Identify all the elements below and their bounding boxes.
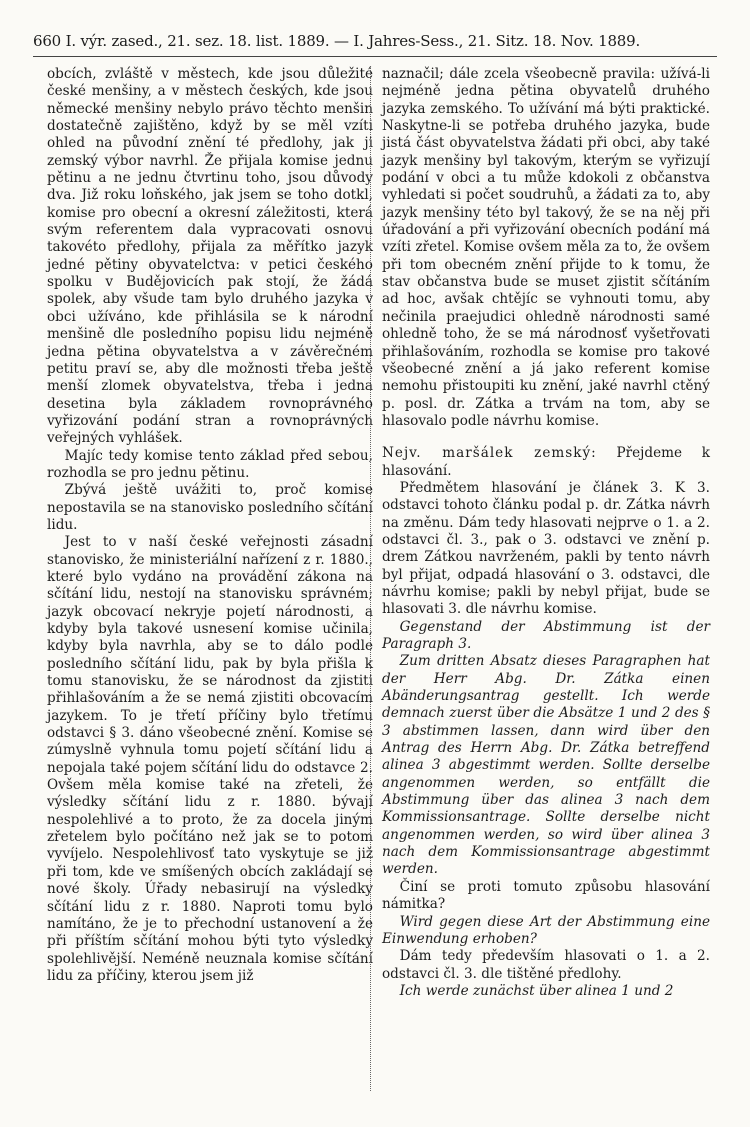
german-paragraph: Zum dritten Absatz dieses Paragraphen hat der Herr Abg. Dr. Zátka einen Abänderungsantrag gestellt. Ich werde demnach zuerst über die Absätze 1 und 2 des § 3 abstimmen lassen, dann wird über den Antrag des Herrn Abg. Dr. Zátka betreffend alinea 3 abgestimmt werden. Sollte derselbe angenommen werden, so entfällt die Abstimmung über das alinea 3 nach dem Kommissionsantrage. Sollte derselbe nicht angenommen werden, so wird über alinea 3 nach dem Kommissionsantrage abgestimmt werden. — [382, 653, 710, 878]
paragraph: Dám tedy především hlasovati o 1. a 2. odstavci čl. 3. dle tištěné předlohy. — [382, 948, 710, 982]
left-column — [47, 66, 373, 985]
paragraph: Majíc tedy komise tento základ před sebou, rozhodla se pro jednu pětinu. — [47, 447, 373, 481]
german-paragraph: Gegenstand der Abstimmung ist der Paragraph 3. — [382, 618, 710, 652]
speaker-text: Přejdeme k hlasování. — [382, 445, 710, 479]
paragraph: Jest to v naší české veřejnosti zásadní stanovisko, že ministeriální nařízení z r. 1880., které bylo vydáno na provádění zákona na sčítání lidu, nestojí na stanovisku správném; jazyk obcovací nekryje pojetí národnosti, a kdyby byla takové usnesení komise učinila, kdyby byla navrhla, aby se to dálo podle posledního sčítání lidu, pak by byla přišla k tomu stanovisku, že se národnost da zjistiti přihlašováním a že se nemá zjistiti obcovacím jazykem. To je třetí příčiny bylo třetímu odstavci § 3. dáno všeobecné znění. Komise se zúmyslně vyhnula tomu pojetí sčítání lidu a nepojala také pojem sčítání lidu do odstavce 2. Ovšem měla komise také na zřeteli, že výsledky sčítání lidu z r. 1880. bývají nespolehlivé a to proto, že za docela jiným zřetelem bylo počítáno než jak se to potom vyvíjelo. Nespolehlivosť tato vyskytuje se již při tom, kde ve smíšených obcích zakládají se nové školy. Úřady nebasirují na výsledky sčítání lidu z r. 1880. Naproti tomu bylo namítáno, že je to přechodní ustanovení a že při příštím sčítání mohou býti tyto výsledky spolehlivější. Neméně neuznala komise sčítání lidu za příčiny, kterou jsem již — [47, 534, 373, 984]
paragraph: obcích, zvláště v městech, kde jsou důležité české menšiny, a v městech českých, kde jsou německé menšiny nebylo právo těchto menšin dostatečně zajištěno, když by se měl vzíti ohled na původní znění té předlohy, jak ji zemský výbor navrhl. Že přijala komise jednu pětinu a ne jednu čtvrtinu toho, jsou důvody dva. Již roku loňského, jak jsem se toho dotkl, komise pro obecní a okresní záležitosti, která svým referentem dala vypracovati osnovu takovéto předlohy, přijala za měřítko jazyk jedné pětiny obyvatelctva: v petici českého spolku v Budějovicích pak stojí, že žádá spolek, aby všude tam bylo druhého jazyka v obci užíváno, kde přihlásila se k národní menšině dle posledního popisu lidu nejméně jedna pětina obyvatelstva a v závěrečném petitu praví se, aby dle možnosti třeba ještě menší zlomek obyvatelstva, třeba i jedna desetina byla základem rovnoprávného vyřizování podání stran a rovnoprávných veřejných vyhlášek. — [47, 66, 373, 447]
header-rule — [33, 56, 717, 57]
paragraph: Předmětem hlasování je článek 3. K 3. odstavci tohoto článku podal p. dr. Zátka návrh na změnu. Dám tedy hlasovati nejprve o 1. a 2. odstavci čl. 3., pak o 3. odstavci ve znění p. drem Zátkou navrženém, pakli by tento návrh byl přijat, odpadá hlasování o 3. odstavci, dle návrhu komise; pakli by nebyl přijat, bude se hlasovati 3. dle návrhu komise. — [382, 479, 710, 618]
speaker-name: Nejv. maršálek zemský: — [382, 445, 597, 462]
column-divider — [370, 66, 371, 1091]
right-column — [382, 66, 710, 1000]
paragraph: Zbývá ještě uvážiti to, proč komise nepostavila se na stanovisko posledního sčítání lidu. — [47, 482, 373, 533]
paragraph: Činí se proti tomuto způsobu hlasování námitka? — [382, 878, 710, 913]
running-header: 660 I. výr. zased., 21. sez. 18. list. 1889. — I. Jahres-Sess., 21. Sitz. 18. Nov. 1889. — [33, 32, 641, 50]
german-paragraph: Wird gegen diese Art der Abstimmung eine Einwendung erhoben? — [382, 913, 710, 947]
german-paragraph: Ich werde zunächst über alinea 1 und 2 — [399, 982, 674, 999]
speaker-paragraph — [382, 445, 710, 480]
paragraph: naznačil; dále zcela všeobecně pravila: užívá-li nejméně jedna pětina obyvatelů druhého jazyka zemského. To užívání má býti praktické. Naskytne-li se potřeba druhého jazyka, bude jistá část obyvatelstva žádati při obci, aby také jazyk menšiny byl takovým, kterým se vyřizují podání v obci a tu může kdokoli z občanstva vyhledati si počet soudruhů, a žádati za to, aby jazyk menšiny této byl takový, že se na něj při úřadování a při vyřizování obecních podání má vzíti zřetel. Komise ovšem měla za to, že ovšem při tom obecném znění přijde to k tomu, že stav občanstva bude se muset zjistit sčítáním ad hoc, avšak chtějíc se vyhnouti tomu, aby nečinila praejudici ohledně národnosti samé ohledně toho, že se má národnosť vyšetřovati přihlašováním, rozhodla se komise pro takové všeobecné znění a já jako referent komise nemohu přistoupiti ku znění, jaké navrhl ctěný p. posl. dr. Zátka a trvám na tom, aby se hlasovalo podle návrhu komise. — [382, 66, 710, 429]
